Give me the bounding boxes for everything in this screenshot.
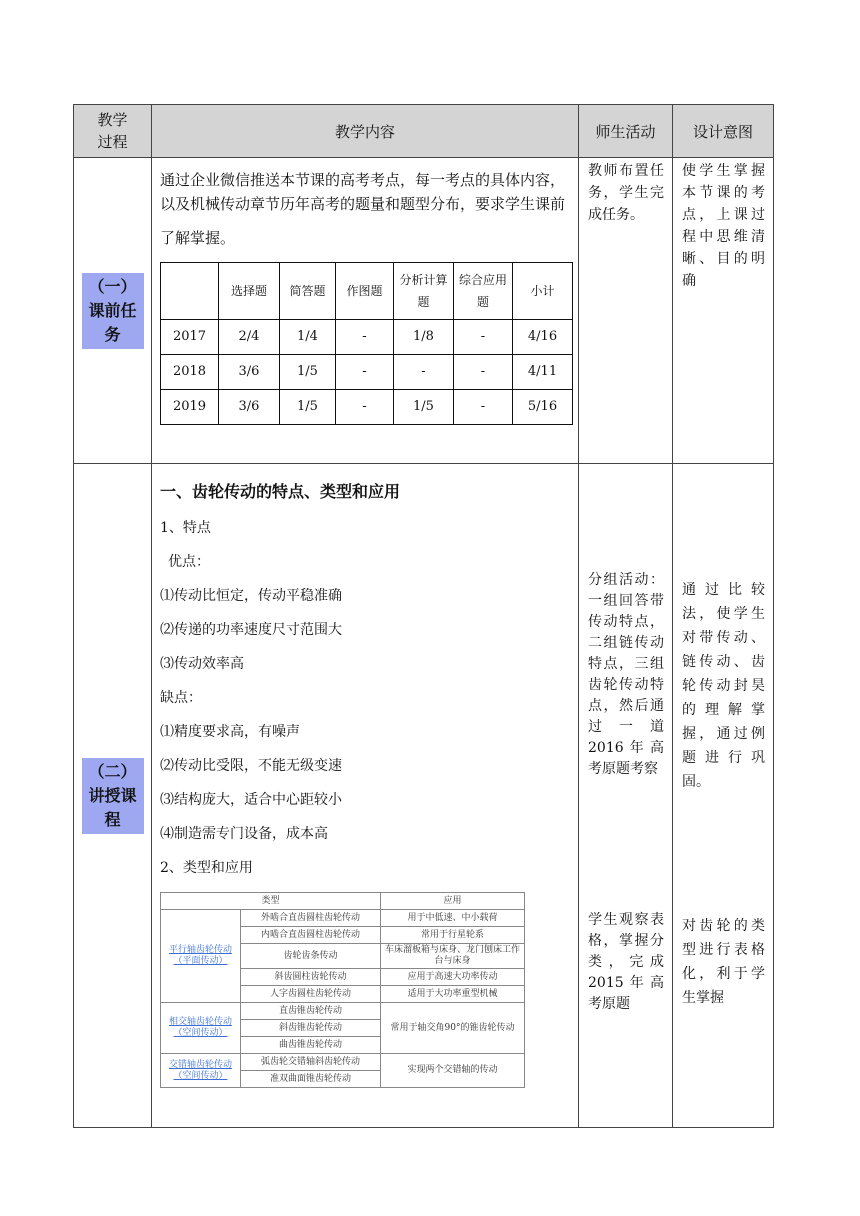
exam-cell: 1/5 [280, 390, 336, 425]
exam-col-header: 简答题 [280, 263, 336, 320]
exam-col-header: 小计 [513, 263, 573, 320]
exam-col-header: 分析计算题 [394, 263, 454, 320]
stage-cell [74, 464, 152, 1128]
content-line: 优点： [168, 554, 210, 570]
intent-text-2: 对齿轮的类型进行表格化，利于学生掌握 [682, 918, 765, 1006]
gear-type: 内啮合直齿圆柱齿轮传动 [241, 927, 381, 944]
exam-cell: 4/16 [513, 320, 573, 355]
exam-col-header [161, 263, 219, 320]
gear-type: 直齿锥齿轮传动 [241, 1003, 381, 1020]
header-process: 教学过程 [74, 105, 152, 158]
content-line: 1、特点 [160, 520, 211, 536]
exam-cell: - [336, 390, 394, 425]
gear-type: 斜齿圆柱齿轮传动 [241, 969, 381, 986]
gear-type: 齿轮齿条传动 [241, 944, 381, 969]
gear-application: 常用于轴交角90°的锥齿轮传动 [381, 1003, 525, 1054]
exam-stats-table [160, 262, 573, 425]
exam-cell: 2019 [161, 390, 219, 425]
gear-type: 斜齿锥齿轮传动 [241, 1020, 381, 1037]
gear-application: 车床溜板箱与床身、龙门刨床工作台与床身 [381, 944, 525, 969]
content-line: ⑵传动比受限，不能无级变速 [160, 758, 342, 774]
exam-table-header [161, 263, 573, 320]
content-lines [160, 516, 570, 880]
activity-cell: 教师布置任务，学生完成任务。 [579, 158, 673, 464]
gear-type: 弧齿轮交错轴斜齿轮传动 [241, 1054, 381, 1071]
type-table-header [161, 893, 525, 910]
stage-cell [74, 158, 152, 464]
application-header: 应用 [381, 893, 525, 910]
exam-cell: 4/11 [513, 355, 573, 390]
exam-cell: 3/6 [219, 390, 280, 425]
exam-cell: - [454, 390, 513, 425]
type-row [161, 1003, 525, 1020]
gear-application: 常用于行星轮系 [381, 927, 525, 944]
exam-cell: - [336, 320, 394, 355]
exam-cell: 1/5 [394, 390, 454, 425]
content-line: ⑶结构庞大，适合中心距较小 [160, 792, 342, 808]
intro-paragraph: 通过企业微信推送本节课的高考考点，每一考点的具体内容，以及机械传动章节历年高考的题量和题型分布，要求学生课前 [160, 171, 566, 213]
gear-type: 外啮合直齿圆柱齿轮传动 [241, 910, 381, 927]
header-intent: 设计意图 [673, 105, 774, 158]
exam-cell: 5/16 [513, 390, 573, 425]
content-line: ⑵传递的功率速度尺寸范围大 [160, 622, 342, 638]
type-group-name: 平行轴齿轮传动（平面传动） [161, 910, 241, 1003]
gear-application: 用于中低速、中小载荷 [381, 910, 525, 927]
type-row [161, 910, 525, 927]
gear-type: 曲齿锥齿轮传动 [241, 1037, 381, 1054]
activity-cell [579, 464, 673, 1128]
exam-cell: - [454, 320, 513, 355]
content-cell [152, 464, 579, 1128]
section-title: 一、齿轮传动的特点、类型和应用 [160, 482, 401, 501]
pre-class-row [74, 158, 774, 464]
gear-type-table [160, 892, 525, 1088]
lesson-plan-table [73, 104, 774, 1128]
stage-label: （一）课前任务 [82, 273, 144, 349]
intent-text-1: 通过比较法，使学生对带传动、链传动、齿轮传动封昊的理解掌握，通过例题进行巩固。 [682, 582, 765, 790]
gear-type: 准双曲面锥齿轮传动 [241, 1071, 381, 1088]
content-cell [152, 158, 579, 464]
exam-row [161, 390, 573, 425]
header-row [74, 105, 774, 158]
type-header: 类型 [161, 893, 381, 910]
type-row [161, 1054, 525, 1071]
gear-application: 实现两个交错轴的传动 [381, 1054, 525, 1088]
exam-row [161, 320, 573, 355]
exam-col-header: 综合应用题 [454, 263, 513, 320]
stage-label: （二）讲授课程 [82, 758, 144, 834]
exam-cell: 1/4 [280, 320, 336, 355]
exam-cell: 1/8 [394, 320, 454, 355]
exam-row [161, 355, 573, 390]
exam-cell: 2018 [161, 355, 219, 390]
type-group-name: 交错轴齿轮传动（空间传动） [161, 1054, 241, 1088]
content-line: ⑴精度要求高，有噪声 [160, 724, 300, 740]
exam-cell: - [454, 355, 513, 390]
lecture-row [74, 464, 774, 1128]
content-line: ⑷制造需专门设备，成本高 [160, 826, 328, 842]
gear-type: 人字齿圆柱齿轮传动 [241, 986, 381, 1003]
intro-paragraph-2: 了解掌握。 [160, 229, 236, 247]
gear-application: 适用于大功率重型机械 [381, 986, 525, 1003]
exam-cell: - [394, 355, 454, 390]
exam-cell: 1/5 [280, 355, 336, 390]
gear-application: 应用于高速大功率传动 [381, 969, 525, 986]
exam-cell: 2/4 [219, 320, 280, 355]
header-content: 教学内容 [152, 105, 579, 158]
content-line: 缺点： [160, 690, 202, 706]
content-line: ⑴传动比恒定，传动平稳准确 [160, 588, 342, 604]
activity-text-1: 分组活动：一组回答带传动特点，二组链传动特点，三组齿轮传动特点，然后通过一道2016年高考原题考察 [588, 572, 664, 777]
exam-cell: 3/6 [219, 355, 280, 390]
exam-cell: - [336, 355, 394, 390]
exam-col-header: 作图题 [336, 263, 394, 320]
type-group-name: 相交轴齿轮传动（空间传动） [161, 1003, 241, 1054]
content-line: ⑶传动效率高 [160, 656, 244, 672]
exam-col-header: 选择题 [219, 263, 280, 320]
intent-cell [673, 464, 774, 1128]
header-activity: 师生活动 [579, 105, 673, 158]
content-line: 2、类型和应用 [160, 860, 253, 876]
exam-cell: 2017 [161, 320, 219, 355]
intent-cell: 使学生掌握本节课的考点，上课过程中思维清晰、目的明确 [673, 158, 774, 464]
activity-text-2: 学生观察表格，掌握分类，完成2015年高考原题 [588, 912, 664, 1012]
